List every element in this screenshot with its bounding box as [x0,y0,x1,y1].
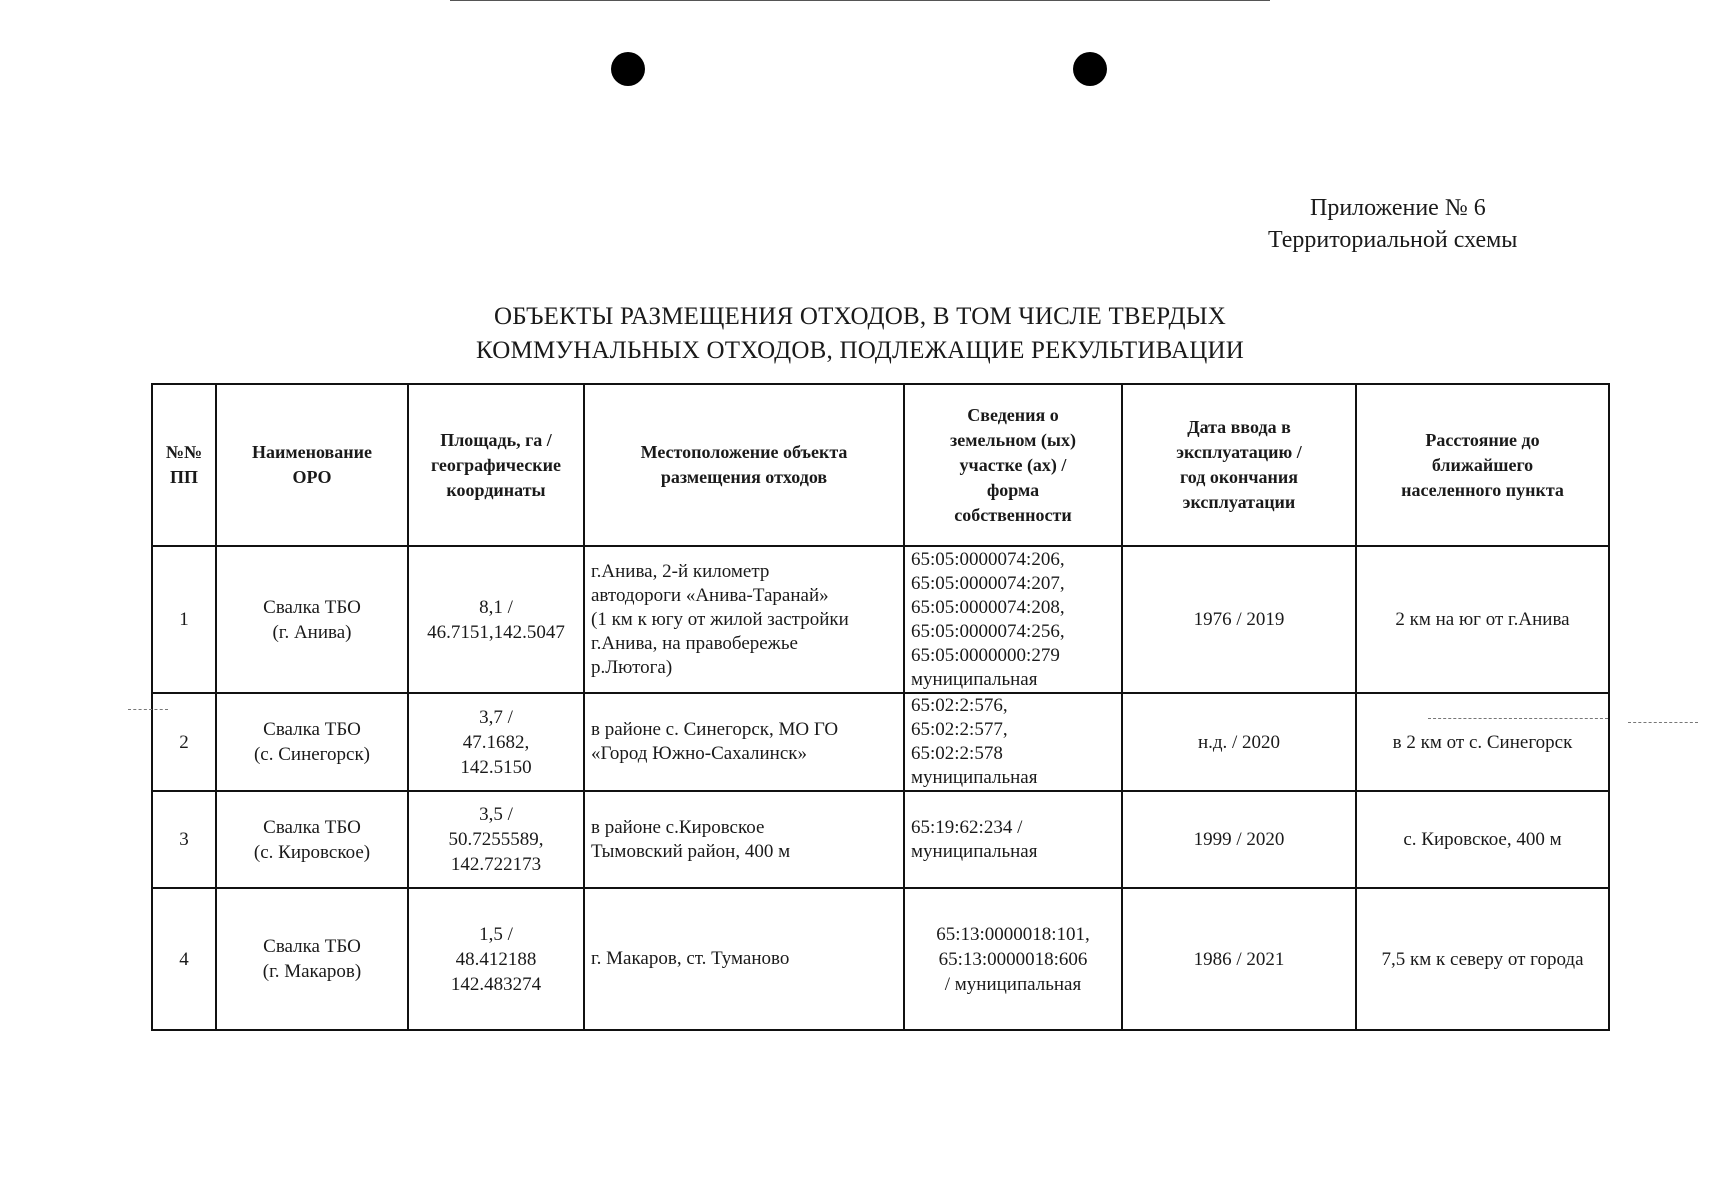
title-line-1: ОБЪЕКТЫ РАЗМЕЩЕНИЯ ОТХОДОВ, В ТОМ ЧИСЛЕ ТВЕРДЫХ [493,303,1227,330]
cell-area: 3,7 / 47.1682, 142.5150 [408,693,584,791]
document-title [300,300,1420,368]
cell-land: 65:19:62:234 / муниципальная [904,791,1122,888]
punch-hole-left [611,52,645,86]
title-line-2: КОММУНАЛЬНЫХ ОТХОДОВ, ПОДЛЕЖАЩИЕ РЕКУЛЬТИВАЦИИ [476,337,1244,364]
cell-location: в районе с. Синегорск, МО ГО «Город Южно-Сахалинск» [584,693,904,791]
table-row [152,791,1609,888]
cell-name: Свалка ТБО (г. Анива) [216,546,408,693]
scan-artifact-dash [1428,718,1608,719]
scan-artifact-dash [1628,722,1698,723]
header-num: №№ ПП [152,384,216,546]
table-row [152,888,1609,1030]
cell-dates: 1986 / 2021 [1122,888,1356,1030]
cell-land: 65:02:2:576, 65:02:2:577, 65:02:2:578 муниципальная [904,693,1122,791]
cell-name: Свалка ТБО (с. Кировское) [216,791,408,888]
cell-location: г.Анива, 2-й километр автодороги «Анива-Таранай» (1 км к югу от жилой застройки г.Анива, на правобережье р.Лютога) [584,546,904,693]
waste-sites-table [151,383,1610,1031]
scan-top-edge-line [450,0,1270,1]
cell-area: 3,5 / 50.7255589, 142.722173 [408,791,584,888]
cell-distance: в 2 км от с. Синегорск [1356,693,1609,791]
appendix-note [1200,192,1600,256]
table-row [152,693,1609,791]
header-distance: Расстояние до ближайшего населенного пункта [1356,384,1609,546]
cell-distance: 7,5 км к северу от города [1356,888,1609,1030]
cell-dates: н.д. / 2020 [1122,693,1356,791]
cell-name: Свалка ТБО (г. Макаров) [216,888,408,1030]
cell-num: 2 [152,693,216,791]
table-header-row [152,384,1609,546]
cell-name: Свалка ТБО (с. Синегорск) [216,693,408,791]
header-dates: Дата ввода в эксплуатацию / год окончания эксплуатации [1122,384,1356,546]
table-row [152,546,1609,693]
cell-num: 4 [152,888,216,1030]
cell-location: в районе с.Кировское Тымовский район, 400 м [584,791,904,888]
cell-dates: 1976 / 2019 [1122,546,1356,693]
cell-land: 65:13:0000018:101, 65:13:0000018:606 / муниципальная [904,888,1122,1030]
cell-location: г. Макаров, ст. Туманово [584,888,904,1030]
appendix-number: Приложение № 6 [1310,195,1486,221]
cell-num: 3 [152,791,216,888]
cell-area: 1,5 / 48.412188 142.483274 [408,888,584,1030]
cell-dates: 1999 / 2020 [1122,791,1356,888]
header-name: Наименование ОРО [216,384,408,546]
header-area: Площадь, га / географические координаты [408,384,584,546]
cell-distance: с. Кировское, 400 м [1356,791,1609,888]
cell-land: 65:05:0000074:206, 65:05:0000074:207, 65:05:0000074:208, 65:05:0000074:256, 65:05:0000000:279 муниципальная [904,546,1122,693]
appendix-scheme: Территориальной схемы [1268,227,1518,253]
cell-distance: 2 км на юг от г.Анива [1356,546,1609,693]
punch-hole-right [1073,52,1107,86]
cell-num: 1 [152,546,216,693]
header-land: Сведения о земельном (ых) участке (ах) / форма собственности [904,384,1122,546]
cell-area: 8,1 / 46.7151,142.5047 [408,546,584,693]
header-location: Местоположение объекта размещения отходов [584,384,904,546]
scan-artifact-dash [128,709,168,710]
